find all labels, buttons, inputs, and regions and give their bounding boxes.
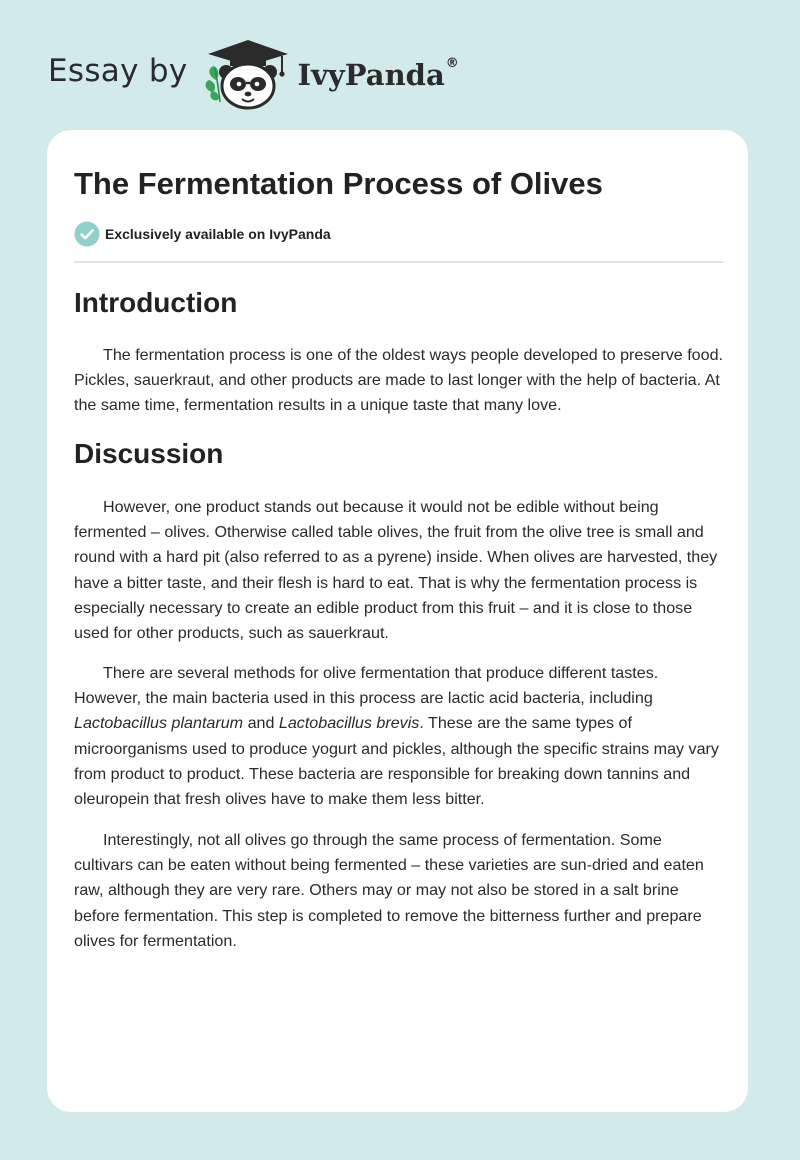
registered-mark: ®: [445, 56, 459, 71]
essay-card: [47, 130, 748, 1112]
paragraph: However, one product stands out because it would not be edible without being fermented – olives. Otherwise called table olives, the fruit from the olive tree is small and round with a hard pit (also referred to as a pyrene) inside. When olives are harvested, they have a bitter taste, and their flesh is hard to eat. That is why the fermentation process is especially necessary to create an edible product from this fruit – and it is close to those used for other products, such as sauerkraut.: [74, 498, 718, 643]
brand-prefix: Essay by: [48, 53, 188, 89]
paragraph: Interestingly, not all olives go through the same process of fermentation. Some cultivars can be eaten without being fermented – these varieties are sun-dried and eaten raw, although they are very rare. Others may or may not also be stored in a salt brine before fermentation. This step is completed to remove the bitterness further and prepare olives for fermentation.: [74, 831, 704, 950]
page-title: The Fermentation Process of Olives: [74, 166, 603, 201]
badge-text: Exclusively available on IvyPanda: [105, 226, 331, 242]
exclusive-badge: [74, 221, 331, 247]
species-name: Lactobacillus plantarum: [74, 714, 244, 733]
paragraph: The fermentation process is one of the oldest ways people developed to preserve food. Pickles, sauerkraut, and other products are made to last longer with the help of bacteria. At the same time, fermentation results in a unique taste that many love.: [74, 346, 723, 415]
section-heading-discussion: Discussion: [74, 438, 224, 469]
title-divider: [74, 261, 723, 263]
panda-graduate-icon: [202, 36, 294, 112]
brand-header: [48, 36, 459, 112]
species-name: Lactobacillus brevis: [278, 714, 420, 733]
section-heading-introduction: Introduction: [74, 287, 238, 318]
check-circle-icon: [74, 221, 100, 247]
paragraph: There are several methods for olive fermentation that produce different tastes. However, the main bacteria used in this process are lactic acid bacteria, including Lactobacillus plantarum and Lactobacillus brevis. These are the same types of microorganisms used to produce yogurt and pickles, although the specific strains may vary from product to product. These bacteria are responsible for breaking down tannins and oleuropein that fresh olives have to make them less bitter.: [74, 664, 719, 809]
brand-name: IvyPanda®: [297, 56, 459, 92]
